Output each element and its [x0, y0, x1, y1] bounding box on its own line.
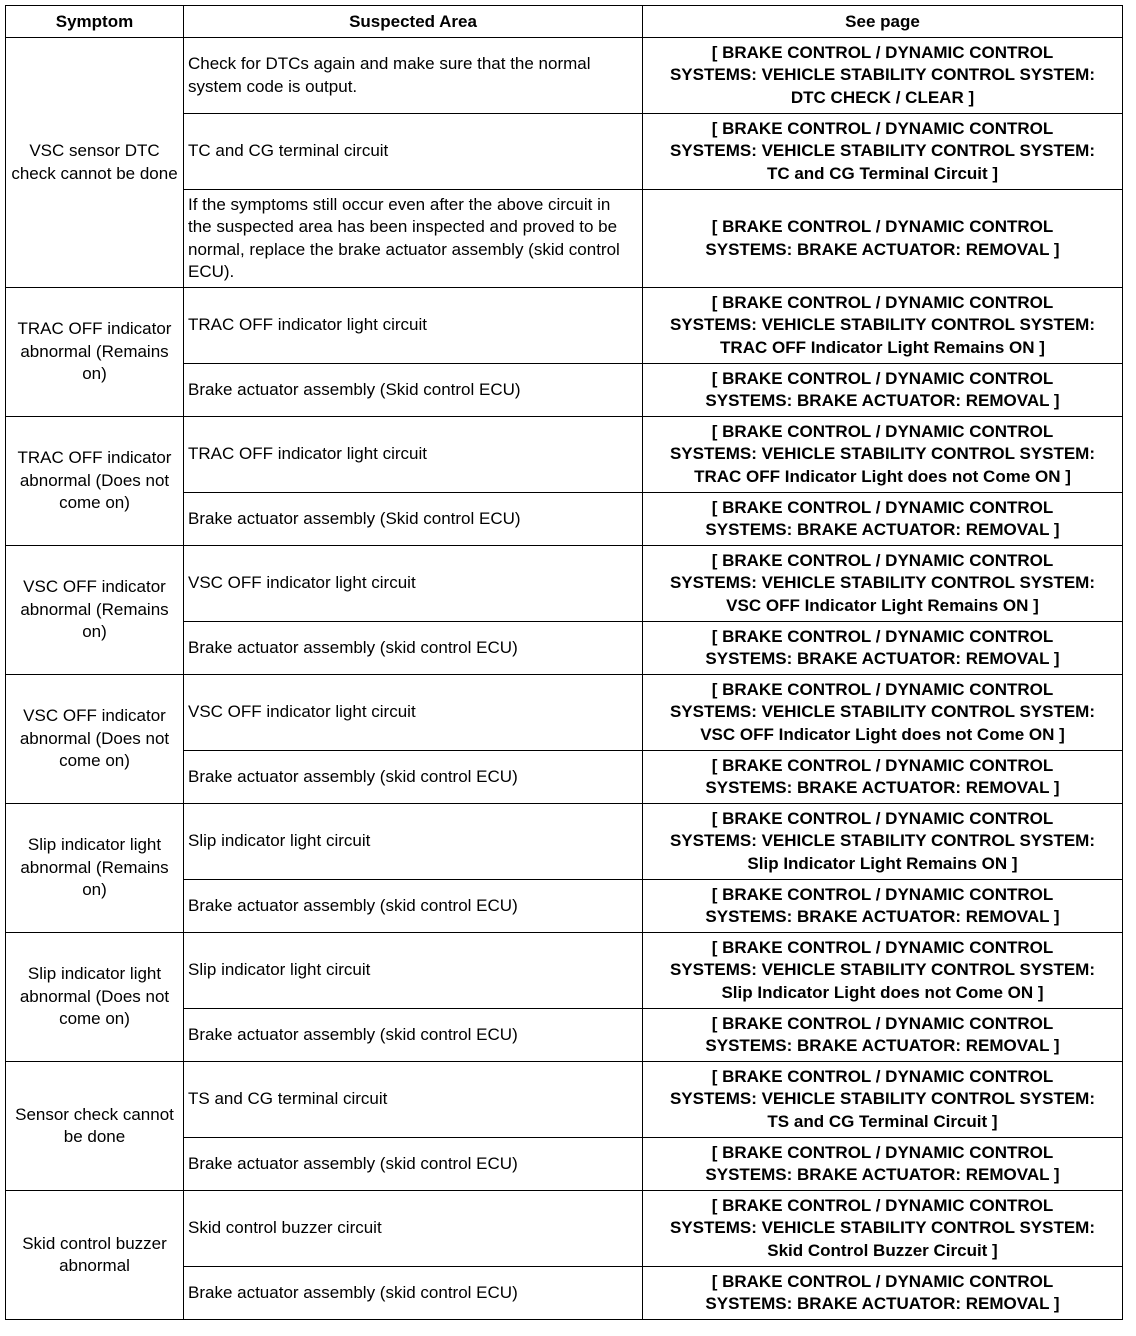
see-page-reference-line: [ BRAKE CONTROL / DYNAMIC CONTROL	[711, 937, 1054, 957]
suspected-area-cell: Brake actuator assembly (skid control ECU)	[184, 622, 643, 675]
header-row	[6, 6, 1123, 38]
suspected-area-cell: VSC OFF indicator light circuit	[184, 546, 643, 622]
see-page-reference-line: SYSTEMS: VEHICLE STABILITY CONTROL SYSTEM:	[669, 831, 1096, 851]
see-page-cell	[643, 364, 1123, 417]
see-page-reference-line: SYSTEMS: VEHICLE STABILITY CONTROL SYSTEM:	[669, 1089, 1096, 1109]
table-row	[6, 675, 1123, 751]
see-page-cell	[643, 38, 1123, 114]
see-page-reference-line: [ BRAKE CONTROL / DYNAMIC CONTROL	[711, 1066, 1054, 1086]
see-page-reference-line: SYSTEMS: BRAKE ACTUATOR: REMOVAL ]	[705, 239, 1060, 259]
see-page-cell	[643, 546, 1123, 622]
see-page-reference-line: [ BRAKE CONTROL / DYNAMIC CONTROL	[711, 550, 1054, 570]
table-row	[6, 804, 1123, 880]
see-page-reference-line: SYSTEMS: BRAKE ACTUATOR: REMOVAL ]	[705, 907, 1060, 926]
header-suspected-area: Suspected Area	[184, 6, 643, 38]
suspected-area-cell: TRAC OFF indicator light circuit	[184, 288, 643, 364]
see-page-reference-line: SYSTEMS: BRAKE ACTUATOR: REMOVAL ]	[705, 778, 1060, 797]
see-page-reference-line: SYSTEMS: BRAKE ACTUATOR: REMOVAL ]	[705, 1165, 1060, 1184]
symptom-cell: Slip indicator light abnormal (Remains on)	[6, 804, 184, 933]
see-page-reference-line: [ BRAKE CONTROL / DYNAMIC CONTROL	[711, 421, 1054, 441]
table-row	[6, 1062, 1123, 1138]
suspected-area-cell: Brake actuator assembly (skid control ECU)	[184, 880, 643, 933]
see-page-reference-line: Slip Indicator Light does not Come ON ]	[721, 982, 1044, 1002]
see-page-reference-line: [ BRAKE CONTROL / DYNAMIC CONTROL	[711, 884, 1054, 904]
problem-symptoms-table	[5, 5, 1123, 1320]
see-page-reference-line: SYSTEMS: BRAKE ACTUATOR: REMOVAL ]	[705, 1294, 1060, 1313]
see-page-cell	[643, 1062, 1123, 1138]
suspected-area-cell: Check for DTCs again and make sure that the normal system code is output.	[184, 38, 643, 114]
see-page-reference-line: SYSTEMS: VEHICLE STABILITY CONTROL SYSTEM:	[669, 65, 1096, 85]
see-page-cell	[643, 804, 1123, 880]
see-page-cell	[643, 190, 1123, 288]
suspected-area-cell: Brake actuator assembly (skid control ECU)	[184, 1267, 643, 1320]
see-page-reference-line: SYSTEMS: VEHICLE STABILITY CONTROL SYSTEM:	[669, 573, 1096, 593]
symptom-cell: Skid control buzzer abnormal	[6, 1191, 184, 1320]
table-row	[6, 417, 1123, 493]
suspected-area-cell: Brake actuator assembly (skid control ECU)	[184, 751, 643, 804]
see-page-reference-line: TRAC OFF Indicator Light does not Come ON ]	[694, 466, 1071, 486]
see-page-cell	[643, 751, 1123, 804]
symptom-cell: Sensor check cannot be done	[6, 1062, 184, 1191]
symptom-cell: VSC sensor DTC check cannot be done	[6, 38, 184, 288]
symptom-cell: VSC OFF indicator abnormal (Does not come on)	[6, 675, 184, 804]
see-page-reference-line: SYSTEMS: VEHICLE STABILITY CONTROL SYSTEM:	[669, 444, 1096, 464]
see-page-reference-line: VSC OFF Indicator Light does not Come ON ]	[700, 724, 1065, 744]
see-page-reference-line: [ BRAKE CONTROL / DYNAMIC CONTROL	[711, 368, 1054, 388]
see-page-reference-line: [ BRAKE CONTROL / DYNAMIC CONTROL	[711, 679, 1054, 699]
see-page-reference-line: SYSTEMS: VEHICLE STABILITY CONTROL SYSTEM:	[669, 315, 1096, 335]
suspected-area-cell: Brake actuator assembly (Skid control ECU)	[184, 493, 643, 546]
see-page-reference-line: SYSTEMS: VEHICLE STABILITY CONTROL SYSTEM:	[669, 960, 1096, 980]
see-page-cell	[643, 1138, 1123, 1191]
suspected-area-cell: Skid control buzzer circuit	[184, 1191, 643, 1267]
table-row	[6, 546, 1123, 622]
see-page-reference-line: [ BRAKE CONTROL / DYNAMIC CONTROL	[711, 217, 1054, 236]
symptom-cell: VSC OFF indicator abnormal (Remains on)	[6, 546, 184, 675]
suspected-area-cell: Brake actuator assembly (skid control ECU)	[184, 1138, 643, 1191]
see-page-reference-line: Slip Indicator Light Remains ON ]	[747, 853, 1018, 873]
see-page-reference-line: TC and CG Terminal Circuit ]	[766, 163, 999, 183]
see-page-reference-line: [ BRAKE CONTROL / DYNAMIC CONTROL	[711, 497, 1054, 517]
symptom-cell: TRAC OFF indicator abnormal (Remains on)	[6, 288, 184, 417]
suspected-area-cell: TS and CG terminal circuit	[184, 1062, 643, 1138]
suspected-area-cell: Brake actuator assembly (Skid control ECU)	[184, 364, 643, 417]
see-page-reference-line: [ BRAKE CONTROL / DYNAMIC CONTROL	[711, 808, 1054, 828]
see-page-reference-line: SYSTEMS: BRAKE ACTUATOR: REMOVAL ]	[705, 520, 1060, 539]
see-page-reference-line: Skid Control Buzzer Circuit ]	[767, 1240, 998, 1260]
see-page-reference-line: [ BRAKE CONTROL / DYNAMIC CONTROL	[711, 1195, 1054, 1215]
see-page-reference-line: SYSTEMS: BRAKE ACTUATOR: REMOVAL ]	[705, 1036, 1060, 1055]
suspected-area-cell: Slip indicator light circuit	[184, 804, 643, 880]
see-page-reference-line: DTC CHECK / CLEAR ]	[790, 87, 975, 107]
see-page-reference-line: SYSTEMS: VEHICLE STABILITY CONTROL SYSTEM:	[669, 702, 1096, 722]
table-body	[6, 38, 1123, 1320]
see-page-reference-line: [ BRAKE CONTROL / DYNAMIC CONTROL	[711, 1142, 1054, 1162]
see-page-reference-line: [ BRAKE CONTROL / DYNAMIC CONTROL	[711, 1271, 1054, 1291]
see-page-reference-line: [ BRAKE CONTROL / DYNAMIC CONTROL	[711, 292, 1054, 312]
suspected-area-cell: TC and CG terminal circuit	[184, 114, 643, 190]
see-page-cell	[643, 933, 1123, 1009]
see-page-cell	[643, 1267, 1123, 1320]
diagnosis-table-wrapper	[5, 5, 1123, 1320]
see-page-reference-line: VSC OFF Indicator Light Remains ON ]	[726, 595, 1039, 615]
see-page-reference-line: TRAC OFF Indicator Light Remains ON ]	[720, 337, 1045, 357]
see-page-cell	[643, 1009, 1123, 1062]
table-row	[6, 1191, 1123, 1267]
see-page-cell	[643, 675, 1123, 751]
symptom-cell: TRAC OFF indicator abnormal (Does not come on)	[6, 417, 184, 546]
suspected-area-cell: If the symptoms still occur even after the above circuit in the suspected area has been inspected and proved to be normal, replace the brake actuator assembly (skid control ECU).	[184, 190, 643, 288]
suspected-area-cell: Slip indicator light circuit	[184, 933, 643, 1009]
see-page-cell	[643, 493, 1123, 546]
header-see-page: See page	[643, 6, 1123, 38]
table-row	[6, 38, 1123, 114]
see-page-reference-line: TS and CG Terminal Circuit ]	[767, 1111, 998, 1131]
symptom-cell: Slip indicator light abnormal (Does not come on)	[6, 933, 184, 1062]
see-page-reference-line: [ BRAKE CONTROL / DYNAMIC CONTROL	[711, 626, 1054, 646]
see-page-cell	[643, 114, 1123, 190]
suspected-area-cell: VSC OFF indicator light circuit	[184, 675, 643, 751]
header-symptom: Symptom	[6, 6, 184, 38]
suspected-area-cell: Brake actuator assembly (skid control ECU)	[184, 1009, 643, 1062]
see-page-reference-line: [ BRAKE CONTROL / DYNAMIC CONTROL	[711, 42, 1054, 62]
table-row	[6, 288, 1123, 364]
see-page-cell	[643, 288, 1123, 364]
see-page-reference-line: SYSTEMS: BRAKE ACTUATOR: REMOVAL ]	[705, 391, 1060, 410]
see-page-reference-line: SYSTEMS: BRAKE ACTUATOR: REMOVAL ]	[705, 649, 1060, 668]
see-page-reference-line: SYSTEMS: VEHICLE STABILITY CONTROL SYSTEM:	[669, 1218, 1096, 1238]
see-page-reference-line: SYSTEMS: VEHICLE STABILITY CONTROL SYSTEM:	[669, 141, 1096, 161]
suspected-area-cell: TRAC OFF indicator light circuit	[184, 417, 643, 493]
see-page-cell	[643, 622, 1123, 675]
see-page-cell	[643, 1191, 1123, 1267]
see-page-reference-line: [ BRAKE CONTROL / DYNAMIC CONTROL	[711, 1013, 1054, 1033]
see-page-reference-line: [ BRAKE CONTROL / DYNAMIC CONTROL	[711, 755, 1054, 775]
table-row	[6, 933, 1123, 1009]
see-page-cell	[643, 880, 1123, 933]
see-page-reference-line: [ BRAKE CONTROL / DYNAMIC CONTROL	[711, 118, 1054, 138]
see-page-cell	[643, 417, 1123, 493]
